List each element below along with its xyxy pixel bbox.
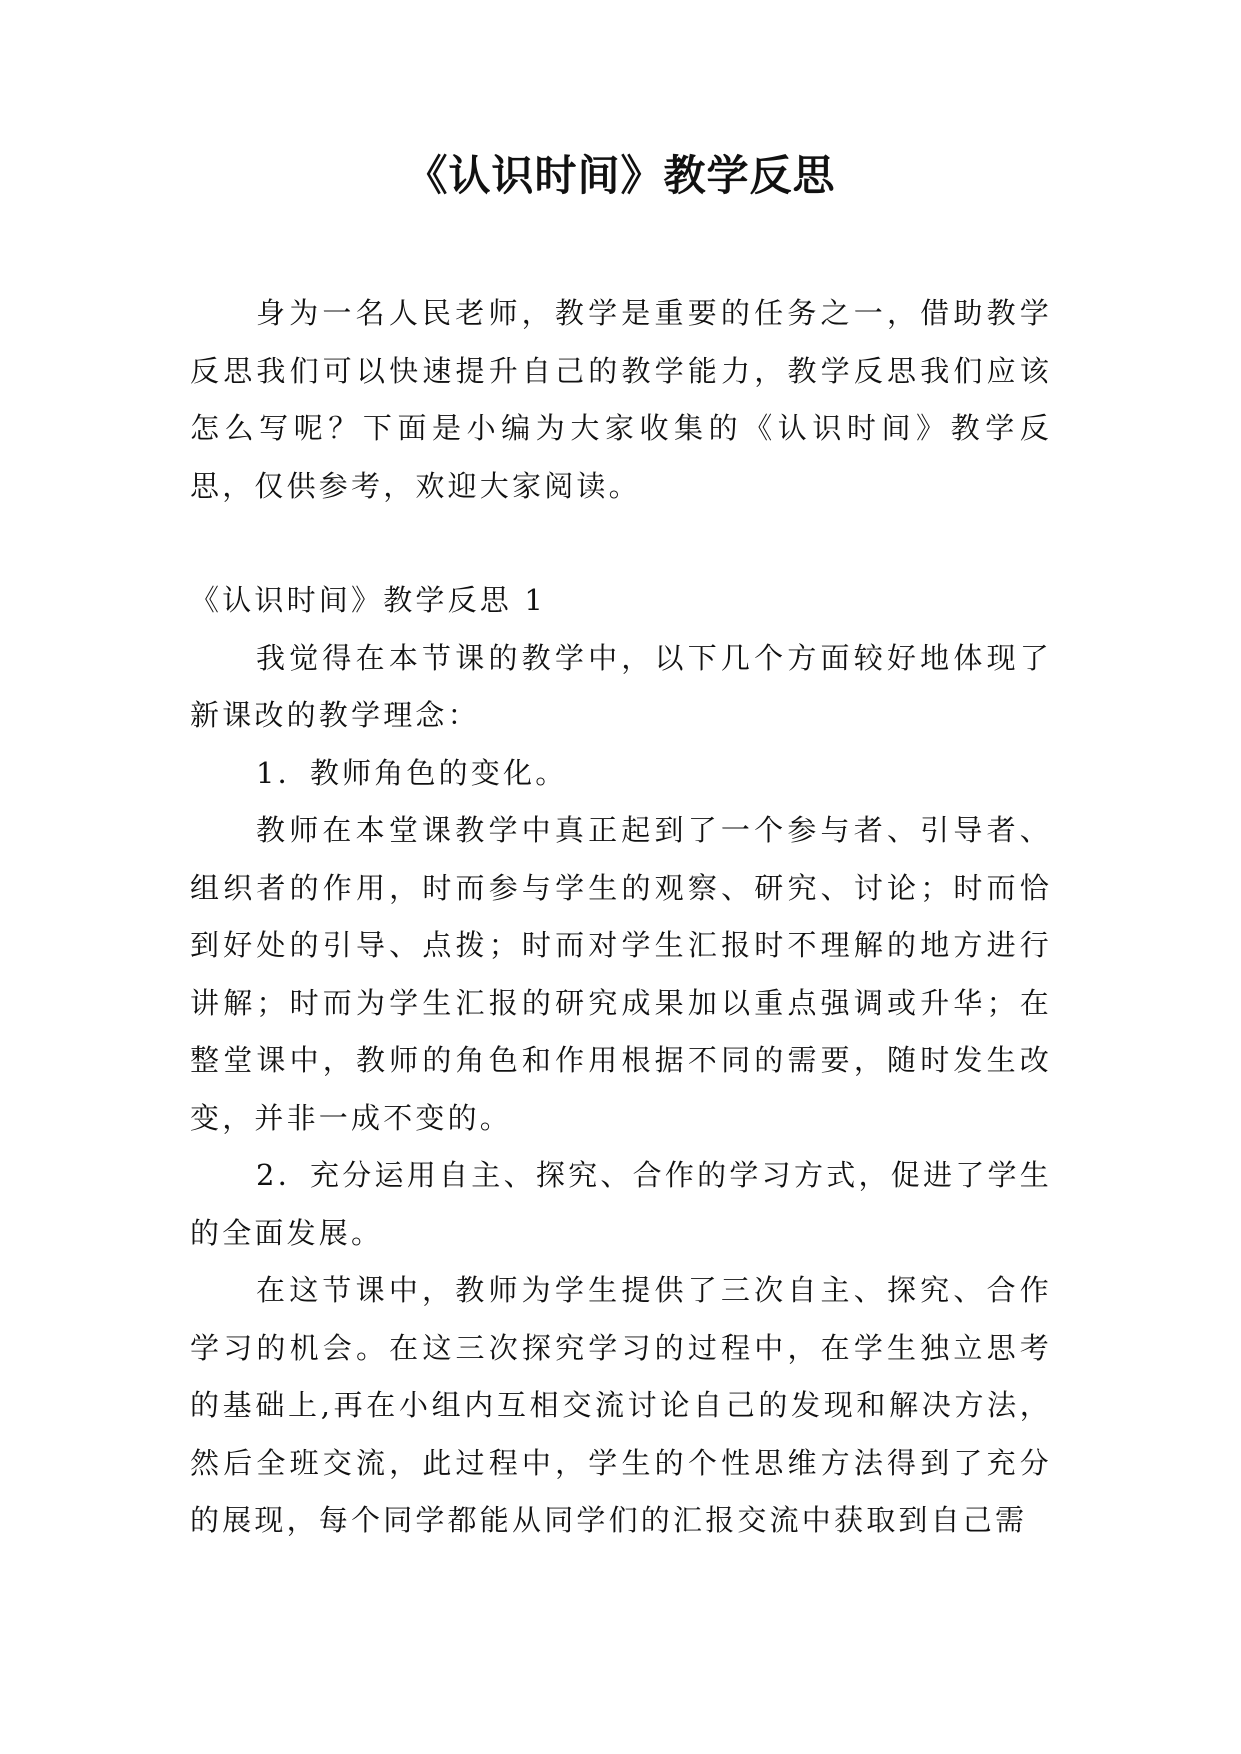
intro-paragraph: 身为一名人民老师，教学是重要的任务之一，借助教学反思我们可以快速提升自己的教学能力，教学反思我们应该怎么写呢？下面是小编为大家收集的《认识时间》教学反思，仅供参考，欢迎大家阅读。 [190,296,1052,503]
document-title: 《认识时间》教学反思 [405,151,836,200]
paragraph-2: 1．教师角色的变化。 [256,755,568,790]
paragraph-3: 教师在本堂课教学中真正起到了一个参与者、引导者、组织者的作用，时而参与学生的观察、研究、讨论；时而恰到好处的引导、点拨；时而对学生汇报时不理解的地方进行讲解；时而为学生汇报的研究成果加以重点强调或升华；在整堂课中，教师的角色和作用根据不同的需要，随时发生改变，并非一成不变的。 [190,813,1052,1135]
paragraph-1: 我觉得在本节课的教学中，以下几个方面较好地体现了新课改的教学理念： [190,640,1052,732]
paragraph-5: 在这节课中，教师为学生提供了三次自主、探究、合作学习的机会。在这三次探究学习的过程中，在学生独立思考的基础上,再在小组内互相交流讨论自己的发现和解决方法，然后全班交流，此过程中，学生的个性思维方法得到了充分的展现，每个同学都能从同学们的汇报交流中获取到自己需 [190,1273,1052,1537]
paragraph-4: 2．充分运用自主、探究、合作的学习方式，促进了学生的全面发展。 [190,1158,1052,1250]
section-heading: 《认识时间》教学反思 1 [190,583,547,617]
document-body [190,285,1052,1550]
